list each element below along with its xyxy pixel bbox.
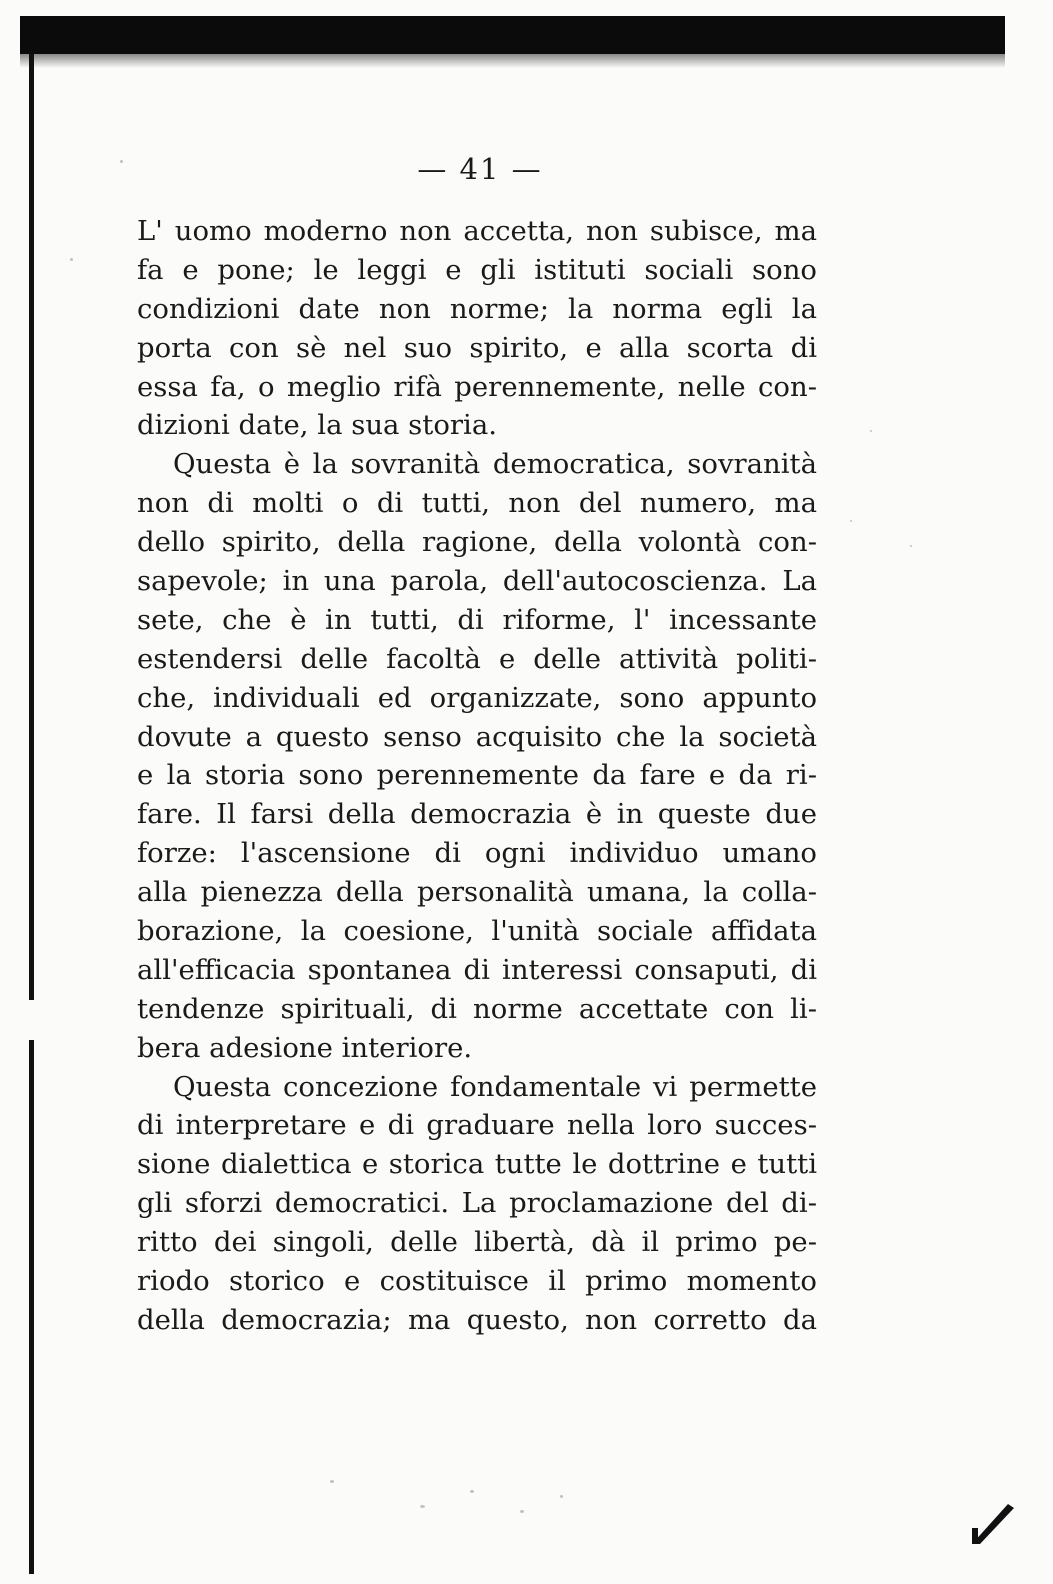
text-line: estendersi delle facoltà e delle attività politi-: [137, 642, 817, 675]
text-line: tendenze spirituali, di norme accettate con li-: [137, 992, 817, 1025]
scan-speck: [560, 1495, 563, 1498]
scan-speck: [330, 1480, 334, 1483]
text-line: della democrazia; ma questo, non corretto da: [137, 1303, 817, 1336]
text-line: che, individuali ed organizzate, sono appunto: [137, 681, 817, 714]
text-line: Questa è la sovranità democratica, sovranità: [173, 448, 817, 481]
text-line: condizioni date non norme; la norma egli la: [137, 292, 817, 325]
paragraph-2: [137, 445, 817, 1067]
scan-speck: [910, 545, 912, 547]
text-line: e la storia sono perennemente da fare e da ri-: [137, 759, 817, 792]
corner-mark-icon: [968, 1498, 1018, 1548]
text-line: dizioni date, la sua storia.: [137, 409, 497, 442]
scan-speck: [70, 258, 73, 261]
paragraph-1: [137, 212, 817, 445]
text-line: all'efficacia spontanea di interessi consaputi, di: [137, 953, 817, 986]
scan-speck: [420, 1505, 425, 1508]
scan-left-border-gap: [26, 1000, 37, 1040]
body-text: [137, 212, 817, 1340]
text-line: ritto dei singoli, delle libertà, dà il primo pe-: [137, 1226, 817, 1259]
text-line: L' uomo moderno non accetta, non subisce, ma: [137, 215, 817, 247]
text-line: alla pienezza della personalità umana, la colla-: [137, 876, 817, 909]
text-line: sapevole; in una parola, dell'autocoscienza. La: [137, 565, 817, 598]
scan-speck: [850, 520, 852, 522]
text-line: dovute a questo senso acquisito che la società: [137, 720, 817, 753]
scan-speck: [520, 1510, 524, 1513]
text-line: di interpretare e di graduare nella loro succes-: [137, 1109, 817, 1142]
scan-speck: [120, 160, 123, 163]
scan-top-border: [20, 16, 1005, 54]
text-line: essa fa, o meglio rifà perennemente, nelle con-: [137, 370, 817, 403]
text-line: riodo storico e costituisce il primo momento: [137, 1265, 817, 1298]
scan-left-border: [29, 54, 34, 1574]
text-line: forze: l'ascensione di ogni individuo umano: [137, 837, 817, 870]
text-line: sione dialettica e storica tutte le dottrine e tutti: [137, 1148, 817, 1181]
text-line: porta con sè nel suo spirito, e alla scorta di: [137, 331, 817, 364]
text-line: borazione, la coesione, l'unità sociale affidata: [137, 915, 817, 948]
text-line: bera adesione interiore.: [137, 1031, 473, 1064]
text-line: gli sforzi democratici. La proclamazione del di-: [137, 1187, 817, 1220]
text-line: fare. Il farsi della democrazia è in queste due: [137, 798, 817, 831]
scan-speck: [870, 430, 872, 432]
text-line: dello spirito, della ragione, della volontà con-: [137, 526, 817, 559]
scan-top-shadow: [20, 54, 1005, 68]
page-number: — 41 —: [417, 152, 543, 186]
scan-speck: [470, 1490, 474, 1493]
paragraph-3: [137, 1068, 817, 1340]
text-line: non di molti o di tutti, non del numero, ma: [137, 487, 817, 520]
text-line: Questa concezione fondamentale vi permette: [173, 1070, 817, 1103]
text-line: fa e pone; le leggi e gli istituti sociali sono: [137, 253, 817, 286]
text-line: sete, che è in tutti, di riforme, l' incessante: [137, 603, 817, 636]
